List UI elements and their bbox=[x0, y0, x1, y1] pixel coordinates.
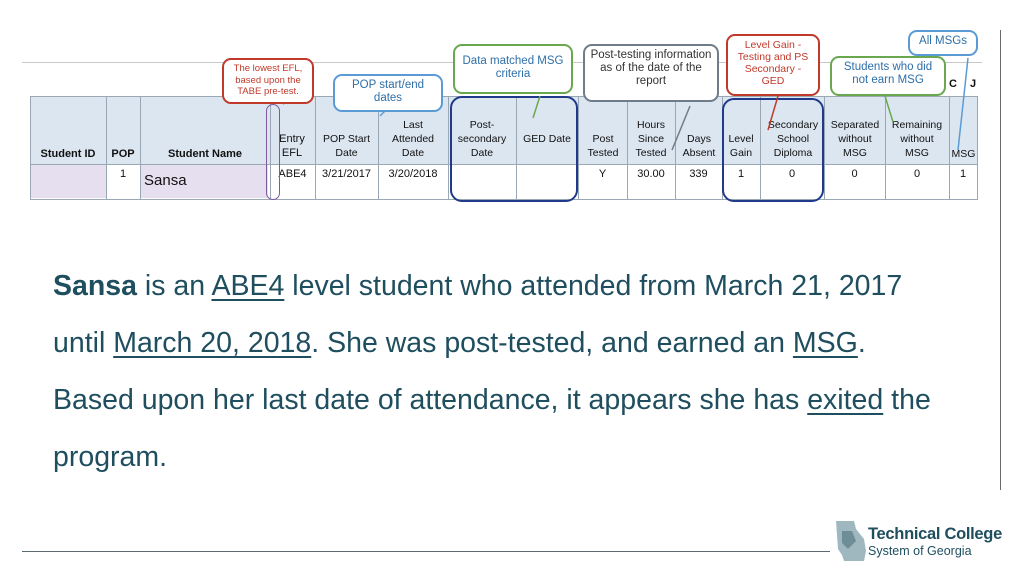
cell-pop: 1 bbox=[119, 168, 127, 180]
header-ged-date: GED Date bbox=[523, 133, 571, 145]
callout-no-msg: Students who did not earn MSG bbox=[830, 56, 946, 96]
header-post-tested: Post Tested bbox=[587, 133, 619, 159]
cell-diploma: 0 bbox=[788, 168, 796, 180]
date-underlined: March 20, 2018 bbox=[113, 327, 312, 359]
tcsg-logo bbox=[832, 515, 1012, 573]
para-text-3: . She was post-tested, and earned an bbox=[311, 327, 793, 359]
cell-days-absent: 339 bbox=[689, 168, 708, 180]
explanation-paragraph bbox=[53, 258, 953, 486]
header-student-name: Student Name bbox=[168, 148, 242, 160]
georgia-map-icon bbox=[834, 519, 868, 563]
header-entry-efl: Entry EFL bbox=[279, 133, 305, 159]
para-text-4: . Based upon her last date of attendance, it appears she has bbox=[53, 327, 866, 416]
cell-pop-start: 3/21/2017 bbox=[322, 168, 371, 180]
cell-last-attended: 3/20/2018 bbox=[388, 168, 438, 180]
header-hours-since-tested: Hours Since Tested bbox=[635, 119, 667, 159]
header-days-absent: Days Absent bbox=[682, 133, 716, 159]
column-letter-j: J bbox=[970, 78, 977, 90]
cell-post-tested: Y bbox=[598, 168, 607, 180]
header-postsecondary-date: Post-secondary Date bbox=[457, 119, 507, 159]
header-student-id: Student ID bbox=[40, 148, 96, 160]
callout-lowest-efl: The lowest EFL, based upon the TABE pre-test. bbox=[222, 58, 314, 104]
callout-post-testing: Post-testing information as of the date of the report bbox=[583, 44, 719, 102]
callout-data-matched: Data matched MSG criteria bbox=[453, 44, 573, 94]
cell-level-gain: 1 bbox=[737, 168, 745, 180]
header-msg: MSG bbox=[951, 148, 976, 160]
efl-underlined: ABE4 bbox=[211, 270, 285, 302]
logo-title: Technical College bbox=[868, 525, 1002, 543]
student-name-bold: Sansa bbox=[53, 270, 137, 302]
header-secondary-school-diploma: Secondary School Diploma bbox=[767, 119, 819, 159]
callout-level-gain: Level Gain - Testing and PS Secondary - GED bbox=[726, 34, 820, 96]
callout-all-msgs: All MSGs bbox=[908, 30, 978, 56]
header-pop-start-date: POP Start Date bbox=[322, 133, 371, 159]
cell-remaining: 0 bbox=[913, 168, 921, 180]
header-level-gain: Level Gain bbox=[728, 133, 754, 159]
cell-hours: 30.00 bbox=[637, 168, 665, 180]
column-letter-c: C bbox=[949, 78, 957, 90]
callout-pop-dates: POP start/end dates bbox=[333, 74, 443, 112]
header-separated-without-msg: Separated without MSG bbox=[830, 119, 880, 159]
header-pop: POP bbox=[111, 148, 135, 160]
cell-msg: 1 bbox=[959, 168, 967, 180]
para-text-1: is an bbox=[136, 270, 212, 302]
para-text-2: level student who attended from March 21, 2017 until bbox=[53, 270, 903, 359]
exited-underlined: exited bbox=[807, 384, 884, 416]
cell-student-name: Sansa bbox=[144, 172, 187, 189]
msg-underlined: MSG bbox=[792, 327, 858, 359]
cell-entry-efl: ABE4 bbox=[278, 168, 307, 180]
header-remaining-without-msg: Remaining without MSG bbox=[891, 119, 943, 159]
header-last-attended-date: Last Attended Date bbox=[391, 119, 435, 159]
para-text-5: the program. bbox=[53, 384, 931, 473]
logo-subtitle: System of Georgia bbox=[868, 544, 972, 558]
cell-separated: 0 bbox=[851, 168, 858, 180]
